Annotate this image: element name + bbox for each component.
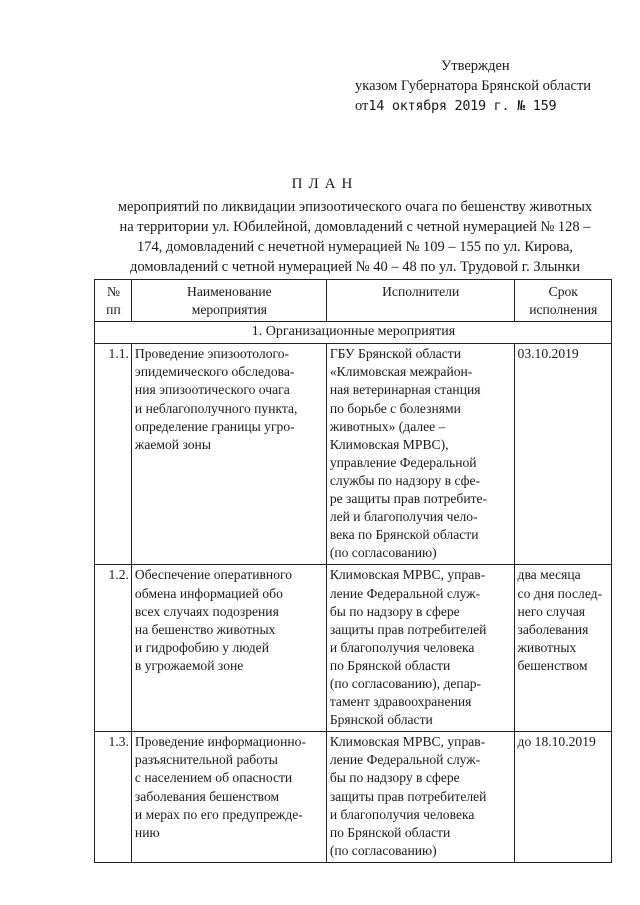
section-title: 1. Организационные мероприятия — [95, 322, 612, 344]
row-executors-line: службы по надзору в сфе- — [329, 472, 481, 488]
section-row — [95, 322, 612, 344]
row-executors — [326, 344, 514, 565]
row-executors-line: (по согласованию) — [329, 545, 437, 561]
row-term-line: до 18.10.2019 — [517, 734, 596, 750]
row-name — [131, 565, 326, 732]
row-term — [514, 344, 611, 565]
row-name-line: Проведение эпизоотолого- — [134, 346, 290, 362]
row-name-line: с населением об опасности — [134, 770, 293, 786]
row-name-line: на бешенство животных — [134, 621, 276, 637]
row-executors-line: Брянской области — [329, 712, 433, 728]
row-executors-line: лей и благополучия чело- — [329, 509, 478, 525]
row-executors — [326, 732, 514, 863]
row-executors-line: тамент здравоохранения — [329, 694, 472, 710]
row-executors-line: бы по надзору в сфере — [329, 770, 460, 786]
row-term — [514, 565, 611, 732]
row-name-line: Проведение информационно- — [134, 734, 306, 750]
subtitle-line: 174, домовладений с нечетной нумерацией № 109 – 155 по ул. Кирова, — [136, 239, 574, 255]
row-executors-line: защиты прав потребителей — [329, 621, 487, 637]
row-executors-line: и благополучия человека — [329, 806, 475, 822]
row-term-line: два месяца — [517, 567, 581, 583]
row-term-line: заболевания — [517, 621, 589, 637]
row-name-line: в угрожаемой зоне — [134, 657, 244, 673]
row-executors-line: ре защиты прав потребите- — [329, 491, 488, 507]
approval-line-approved: Утвержден — [441, 58, 510, 74]
table-row — [95, 732, 612, 863]
approval-block — [355, 56, 625, 116]
row-executors-line: Климовская МРВС), — [329, 436, 449, 452]
row-executors-line: века по Брянской области — [329, 527, 479, 543]
row-term-line: бешенством — [517, 657, 588, 673]
row-executors-line: Климовская МРВС, управ- — [329, 567, 486, 583]
approval-line-date — [355, 96, 625, 116]
plan-table — [94, 279, 612, 863]
row-executors-line: «Климовская межрайон- — [329, 364, 473, 380]
row-executors-line: животных» (далее – — [329, 418, 446, 434]
document-subtitle — [100, 197, 610, 277]
row-name-line: заболевания бешенством — [134, 788, 280, 804]
subtitle-line: мероприятий по ликвидации эпизоотического очага по бешенству животных — [117, 199, 593, 215]
row-name-line: разъяснительной работы — [134, 752, 278, 768]
document-title: ПЛАН — [291, 176, 359, 192]
approval-line-decree: указом Губернатора Брянской области — [355, 78, 592, 94]
row-number: 1.2. — [95, 565, 132, 732]
row-term-line: со дня послед- — [517, 585, 603, 601]
approval-date-prefix: от — [355, 98, 369, 114]
header-number: № пп — [95, 280, 132, 322]
subtitle-line: домовладений с четной нумерацией № 40 – 48 по ул. Трудовой г. Злынки — [129, 259, 580, 275]
row-executors-line: Климовская МРВС, управ- — [329, 734, 486, 750]
row-executors — [326, 565, 514, 732]
approval-date-number: 14 октября 2019 г. № 159 — [368, 98, 557, 114]
row-name-line: и мерах по его предупрежде- — [134, 806, 303, 822]
row-executors-line: (по согласованию) — [329, 842, 437, 858]
header-name: Наименование мероприятия — [131, 280, 326, 322]
row-name-line: Обеспечение оперативного — [134, 567, 293, 583]
row-executors-line: управление Федеральной — [329, 454, 477, 470]
row-executors-line: по Брянской области — [329, 657, 451, 673]
row-executors-line: ление Федеральной служ- — [329, 585, 481, 601]
row-executors-line: ная ветеринарная станция — [329, 382, 481, 398]
row-executors-line: защиты прав потребителей — [329, 788, 487, 804]
row-executors-line: (по согласованию), депар- — [329, 675, 482, 691]
row-name-line: жаемой зоны — [134, 436, 211, 452]
row-executors-line: ГБУ Брянской области — [329, 346, 462, 362]
row-executors-line: по Брянской области — [329, 824, 451, 840]
row-executors-line: бы по надзору в сфере — [329, 603, 460, 619]
row-name-line: определение границы угро- — [134, 418, 295, 434]
row-term-line: 03.10.2019 — [517, 346, 579, 362]
row-term-line: животных — [517, 639, 577, 655]
table-row — [95, 565, 612, 732]
subtitle-line: на территории ул. Юбилейной, домовладений с четной нумерацией № 128 – — [119, 219, 591, 235]
row-name-line: всех случаях подозрения — [134, 603, 279, 619]
table-row — [95, 344, 612, 565]
header-executors: Исполнители — [326, 280, 514, 322]
row-name-line: обмена информацией обо — [134, 585, 283, 601]
table-header-row — [95, 280, 612, 322]
row-name-line: нию — [134, 824, 160, 840]
row-name-line: ния эпизоотического очага — [134, 382, 290, 398]
row-number: 1.1. — [95, 344, 132, 565]
row-name — [131, 732, 326, 863]
row-term-line: него случая — [517, 603, 586, 619]
row-executors-line: и благополучия человека — [329, 639, 475, 655]
row-number: 1.3. — [95, 732, 132, 863]
row-name-line: эпидемического обследова- — [134, 364, 295, 380]
row-name — [131, 344, 326, 565]
row-name-line: и неблагополучного пункта, — [134, 400, 298, 416]
row-term — [514, 732, 611, 863]
row-executors-line: по борьбе с болезнями — [329, 400, 461, 416]
header-term: Срок исполнения — [514, 280, 611, 322]
row-name-line: и гидрофобию у людей — [134, 639, 269, 655]
row-executors-line: ление Федеральной служ- — [329, 752, 481, 768]
